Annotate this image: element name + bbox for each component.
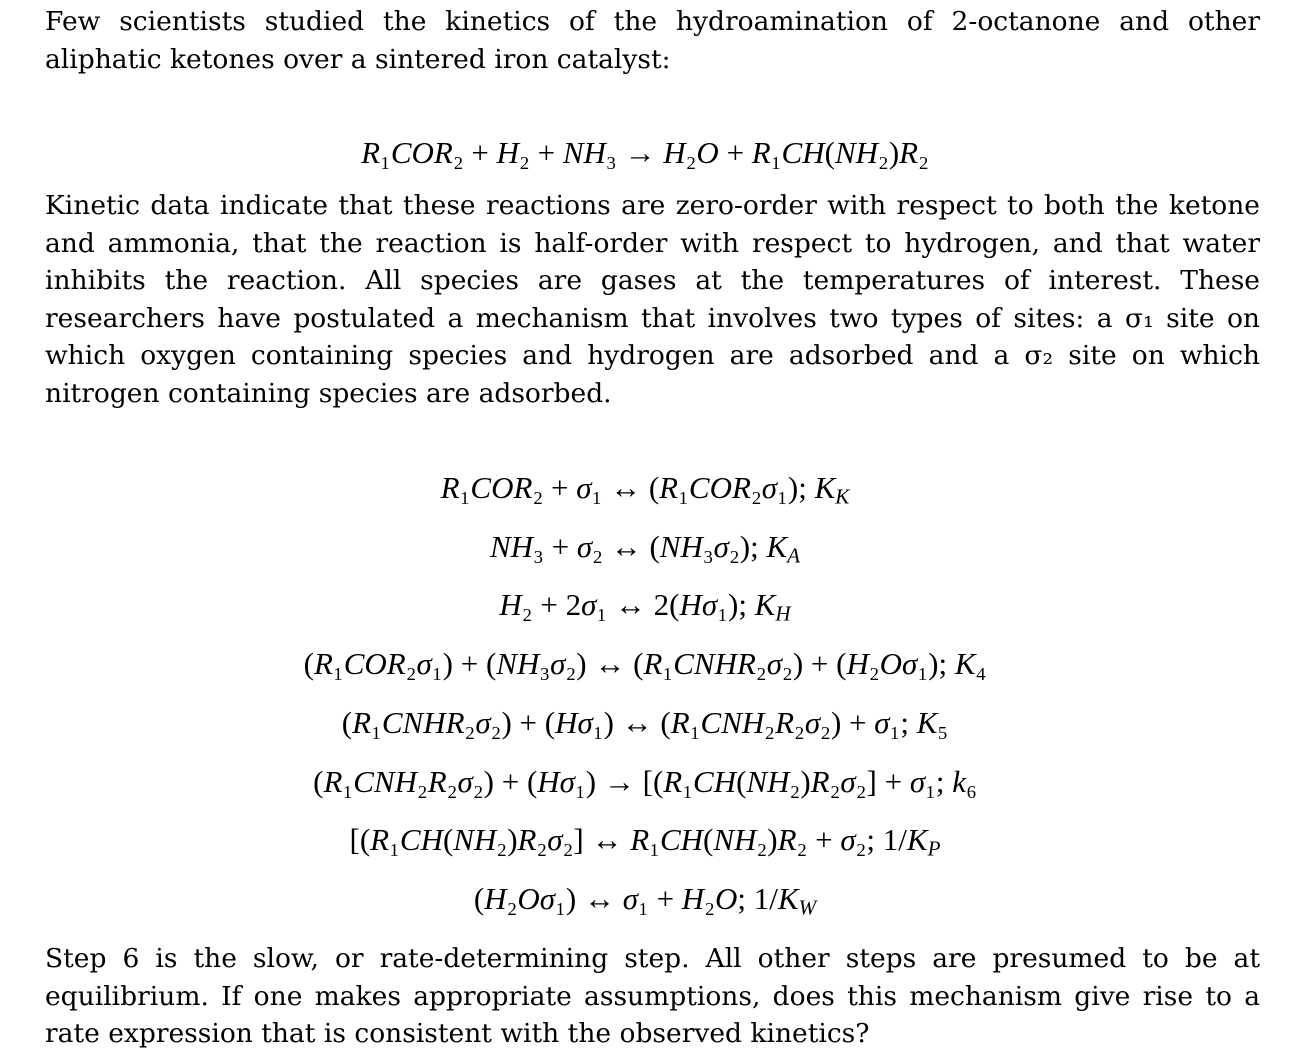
mechanism-step-4: (R₁COR₂σ₁) + (NH₃σ₂) ↔ (R₁CNHR₂σ₂) + (H₂Oσ₁); K₄ [303,646,987,681]
mechanism-step-1: R₁COR₂ + σ₁ ↔ (R₁COR₂σ₁); $K_K$ [440,470,850,509]
mechanism-step-2: NH₃ + σ₂ ↔ (NH₃σ₂); $K_A$ [489,529,801,568]
kinetics-paragraph: Kinetic data indicate that these reactions are zero-order with respect to both the ketone and ammonia, that the reaction is half-order with respect to hydrogen, and that water inhibits the reaction. All species are gases at the temperatures of interest. These researchers have postulated a mechanism that involves two types of sites: a σ₁ site on which oxygen containing species and hydrogen are adsorbed and a σ₂ site on which nitrogen containing species are adsorbed. [45,190,1260,409]
question-paragraph: Step 6 is the slow, or rate-determining step. All other steps are presumed to be at equilibrium. If one makes appropriate assumptions, does this mechanism give rise to a rate expression that is consistent with the observed kinetics? [45,943,1260,1049]
intro-paragraph: Few scientists studied the kinetics of the hydroamination of 2-octanone and other aliphatic ketones over a sintered iron catalyst: [45,6,1260,75]
mechanism-step-5: (R₁CNHR₂σ₂) + (Hσ₁) ↔ (R₁CNH₂R₂σ₂) + σ₁; K₅ [341,705,949,740]
mechanism-step-6: (R₁CNH₂R₂σ₂) + (Hσ₁) → [(R₁CH(NH₂)R₂σ₂] + σ₁; k₆ [313,764,977,799]
mechanism-step-7: [(R₁CH(NH₂)R₂σ₂] ↔ R₁CH(NH₂)R₂ + σ₂; $1/K_P$ [349,822,941,861]
overall-reaction-equation: R₁COR₂ + H₂ + NH₃ → H₂O + R₁CH(NH₂)R₂ [361,135,929,170]
mechanism-step-8: (H₂Oσ₁) ↔ σ₁ + H₂O; $1/K_W$ [473,881,817,920]
mechanism-step-3: H₂ + 2σ₁ ↔ 2(Hσ₁); $K_H$ [499,587,791,626]
